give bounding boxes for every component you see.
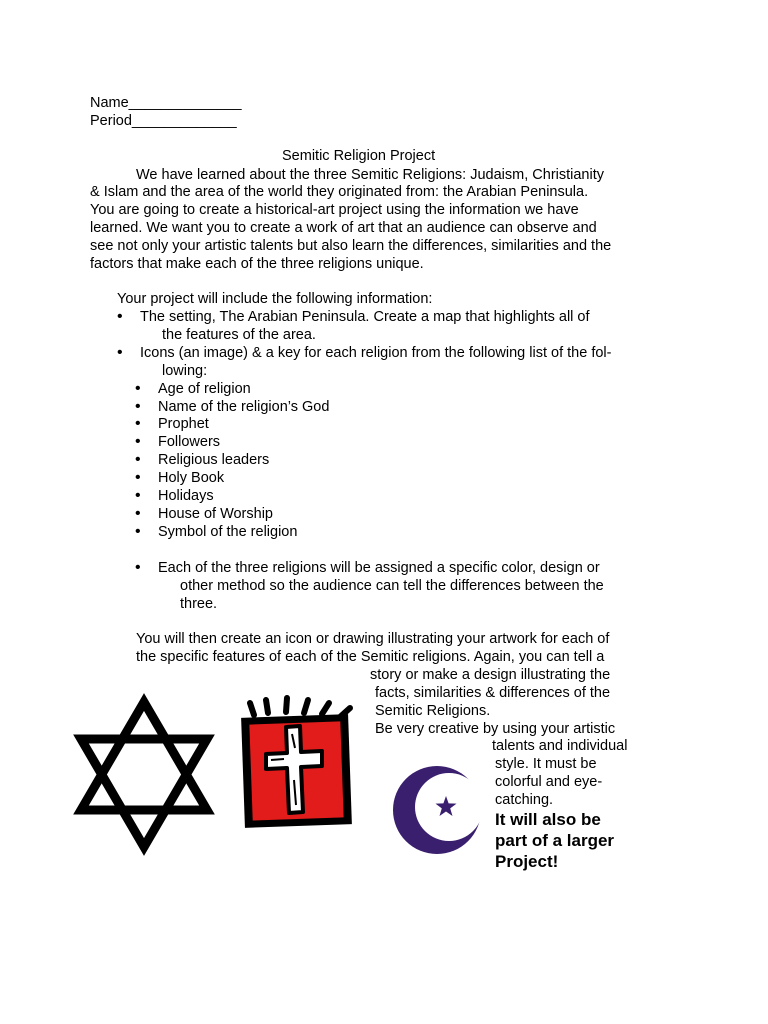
bullet-glyph: • bbox=[135, 559, 141, 576]
bullet-icons-line: lowing: bbox=[162, 363, 208, 379]
info-intro: Your project will include the following information: bbox=[117, 291, 433, 307]
bullet-glyph: • bbox=[135, 523, 141, 540]
bold-note-line: part of a larger bbox=[495, 831, 615, 850]
list-item: Holy Book bbox=[158, 470, 225, 486]
bullet-glyph: • bbox=[117, 344, 123, 361]
bullet-icons-line: Icons (an image) & a key for each religion from the following list of the fol- bbox=[140, 345, 612, 361]
bullet-glyph: • bbox=[135, 487, 141, 504]
closing-line: Be very creative by using your artistic bbox=[375, 721, 616, 737]
list-item: Holidays bbox=[158, 488, 214, 504]
bullet-glyph: • bbox=[135, 398, 141, 415]
closing-line: style. It must be bbox=[495, 756, 597, 772]
star-of-david-icon bbox=[74, 695, 214, 855]
bullet-setting-line: the features of the area. bbox=[162, 327, 316, 343]
closing-line: the specific features of each of the Semitic religions. Again, you can tell a bbox=[136, 649, 605, 665]
closing-line: talents and individual bbox=[492, 738, 628, 754]
list-item: Age of religion bbox=[158, 381, 251, 397]
bullet-color-line: other method so the audience can tell the differences between the bbox=[180, 578, 604, 594]
intro-line: You are going to create a historical-art project using the information we have bbox=[90, 202, 579, 218]
closing-line: story or make a design illustrating the bbox=[370, 667, 611, 683]
bullet-glyph: • bbox=[135, 415, 141, 432]
period-field-label: Period_____________ bbox=[90, 113, 237, 129]
cross-icon bbox=[236, 692, 361, 832]
bold-note-line: It will also be bbox=[495, 810, 601, 829]
bullet-glyph: • bbox=[135, 451, 141, 468]
closing-line: You will then create an icon or drawing illustrating your artwork for each of bbox=[136, 631, 610, 647]
list-item: Religious leaders bbox=[158, 452, 270, 468]
closing-line: Semitic Religions. bbox=[375, 703, 491, 719]
intro-line: factors that make each of the three religions unique. bbox=[90, 256, 424, 272]
closing-line: colorful and eye- bbox=[495, 774, 603, 790]
intro-line: learned. We want you to create a work of art that an audience can observe and bbox=[90, 220, 597, 236]
bullet-color-line: Each of the three religions will be assigned a specific color, design or bbox=[158, 560, 600, 576]
closing-line: catching. bbox=[495, 792, 554, 808]
crescent-and-star-icon bbox=[390, 762, 490, 862]
bullet-glyph: • bbox=[117, 308, 123, 325]
bullet-glyph: • bbox=[135, 505, 141, 522]
name-field-label: Name______________ bbox=[90, 95, 242, 111]
document-title: Semitic Religion Project bbox=[282, 148, 436, 164]
bullet-glyph: • bbox=[135, 469, 141, 486]
bullet-glyph: • bbox=[135, 433, 141, 450]
list-item: House of Worship bbox=[158, 506, 273, 522]
closing-line: facts, similarities & differences of the bbox=[375, 685, 611, 701]
intro-line: We have learned about the three Semitic Religions: Judaism, Christianity bbox=[136, 167, 604, 183]
list-item: Prophet bbox=[158, 416, 209, 432]
intro-line: & Islam and the area of the world they originated from: the Arabian Peninsula. bbox=[90, 184, 589, 200]
list-item: Followers bbox=[158, 434, 221, 450]
intro-line: see not only your artistic talents but also learn the differences, similarities and the bbox=[90, 238, 612, 254]
list-item: Name of the religion’s God bbox=[158, 399, 330, 415]
bold-note-line: Project! bbox=[495, 852, 559, 871]
list-item: Symbol of the religion bbox=[158, 524, 298, 540]
bullet-color-line: three. bbox=[180, 596, 218, 612]
bullet-setting-line: The setting, The Arabian Peninsula. Create a map that highlights all of bbox=[140, 309, 590, 325]
bullet-glyph: • bbox=[135, 380, 141, 397]
